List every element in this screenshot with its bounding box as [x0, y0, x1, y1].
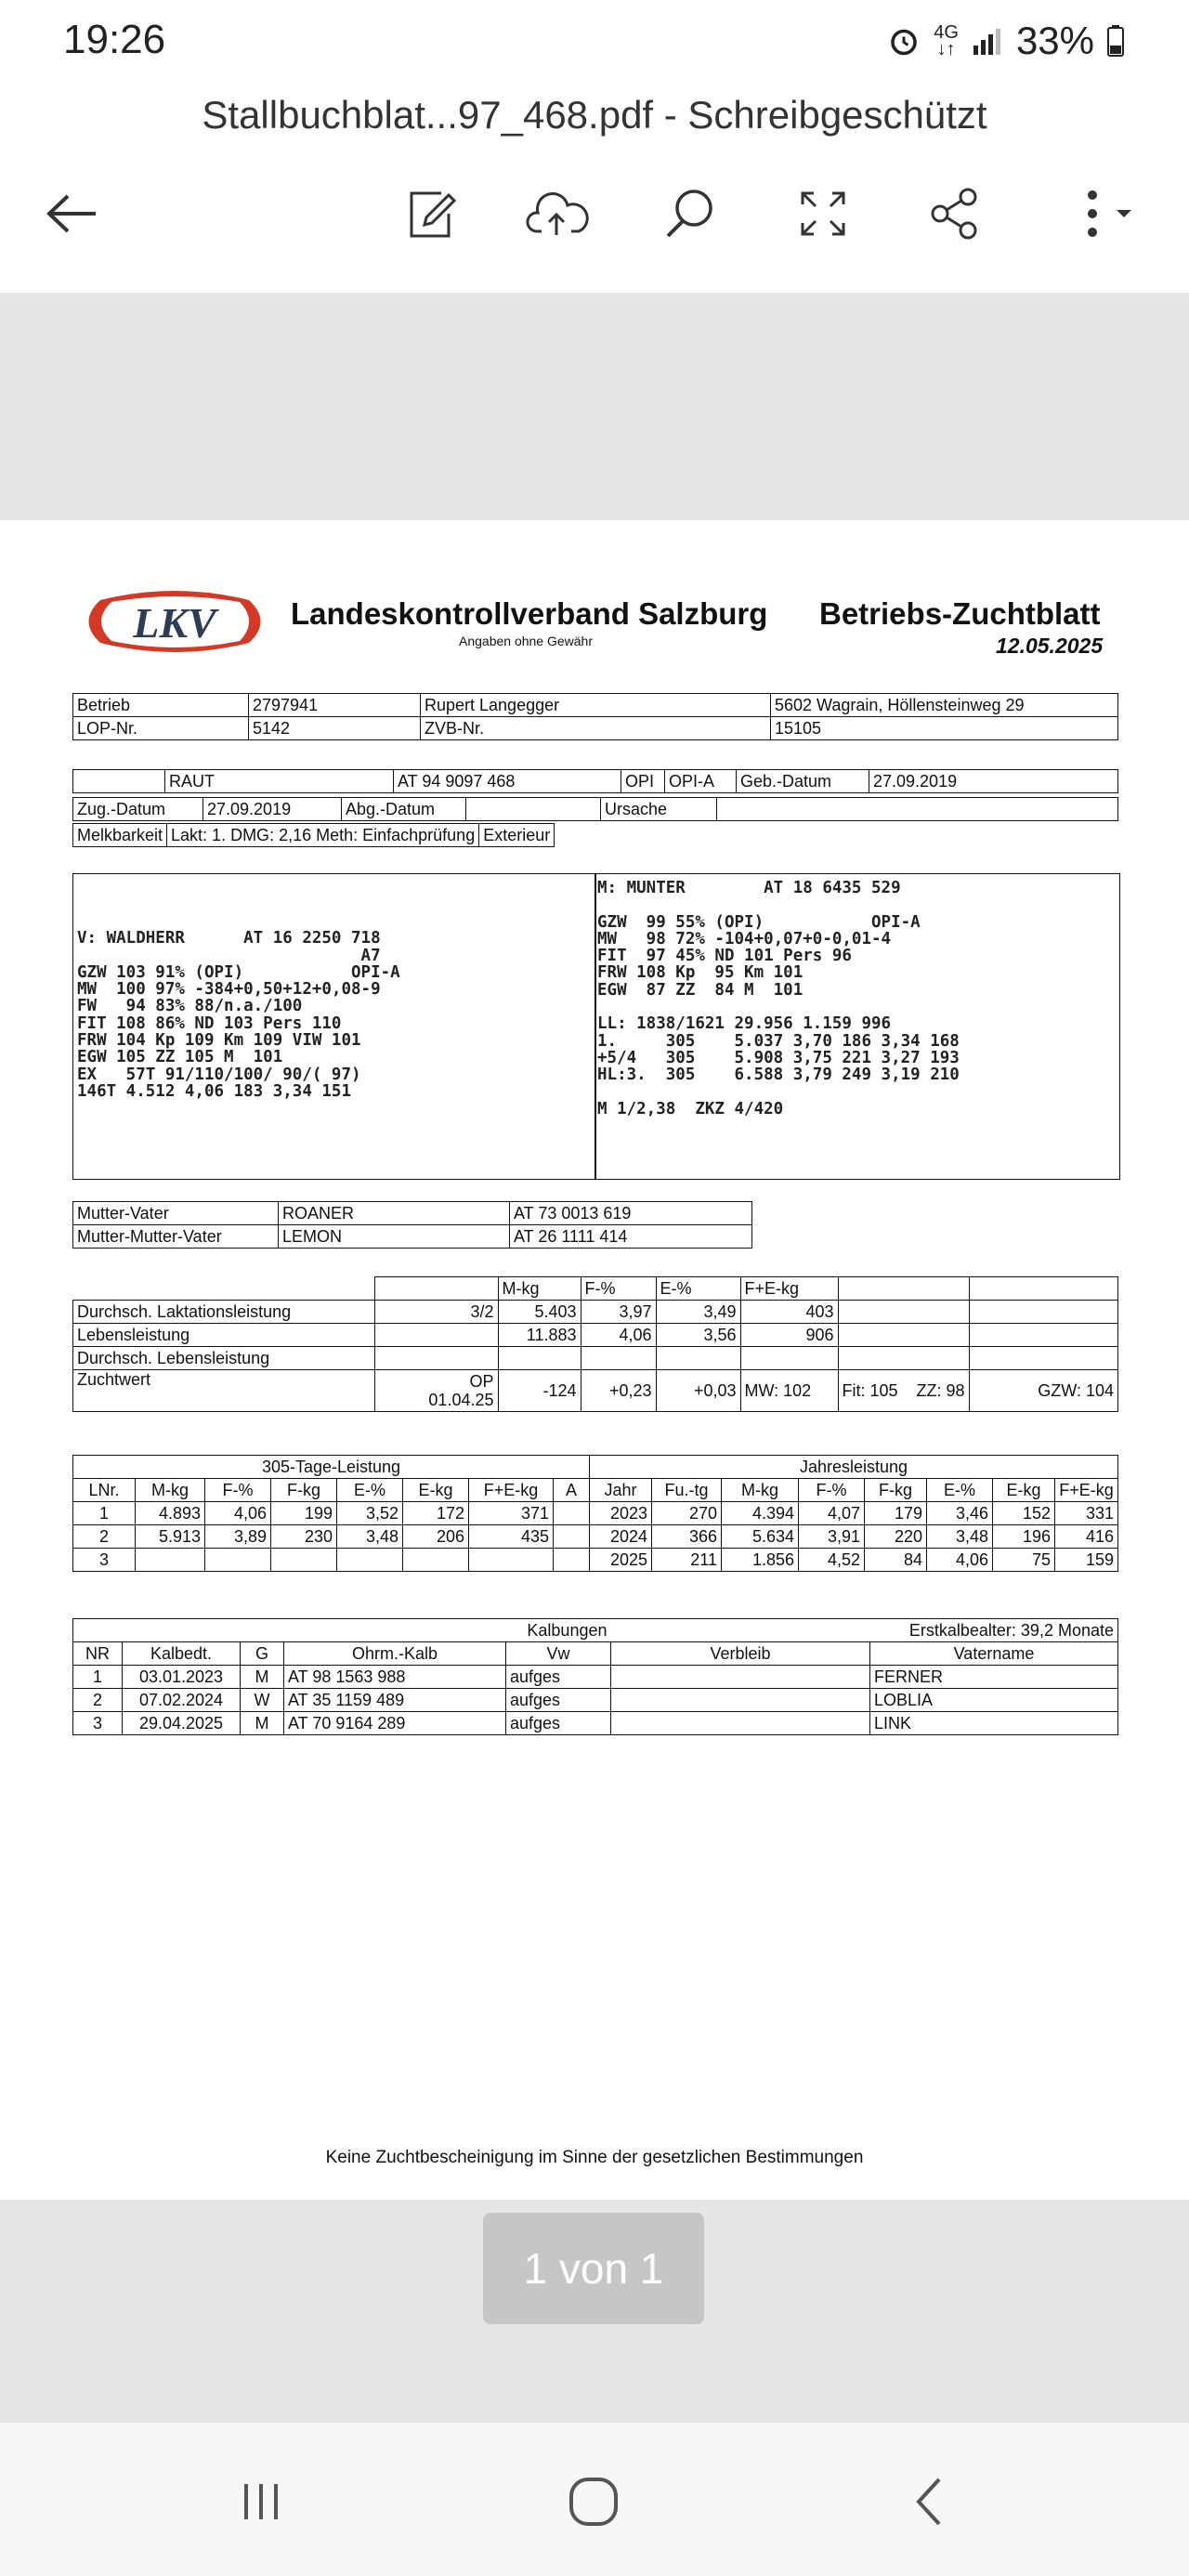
table-row: Mutter-Vater ROANER AT 73 0013 619 [73, 1202, 752, 1225]
table-cell: 366 [652, 1525, 722, 1549]
home-icon[interactable] [552, 2460, 635, 2543]
table-cell: LINK [870, 1712, 1118, 1735]
table-cell [554, 1549, 590, 1572]
table-row [73, 1712, 1118, 1735]
table-cell: 211 [652, 1549, 722, 1572]
table-cell: LOBLIA [870, 1689, 1118, 1712]
table-cell: 29.04.2025 [123, 1712, 241, 1735]
table-cell: 3,48 [927, 1525, 993, 1549]
table-cell [554, 1502, 590, 1525]
table-cell [205, 1549, 271, 1572]
dates-table [72, 797, 1118, 821]
table-cell: 159 [1055, 1549, 1118, 1572]
table-cell: 75 [993, 1549, 1055, 1572]
table-cell: 196 [993, 1525, 1055, 1549]
signal-icon [972, 27, 1003, 55]
column-header: F-% [799, 1479, 865, 1502]
table-cell: M [241, 1712, 284, 1735]
table-cell: 1 [73, 1502, 136, 1525]
column-header: Jahr [590, 1479, 652, 1502]
table-row [73, 1689, 1118, 1712]
table-cell: 4,06 [205, 1502, 271, 1525]
toolbar [0, 177, 1189, 269]
nav-back-icon[interactable] [887, 2460, 971, 2543]
column-header: Verbleib [611, 1642, 870, 1666]
battery-icon [1107, 25, 1124, 57]
status-bar [0, 0, 1189, 84]
table-cell: 206 [403, 1525, 469, 1549]
battery-percent: 33% [1015, 19, 1094, 62]
table-header [73, 1642, 1118, 1666]
table-cell: AT 98 1563 988 [284, 1666, 506, 1689]
table-row: Betrieb 2797941 Rupert Langegger 5602 Wagrain, Höllensteinweg 29 [73, 694, 1118, 717]
table-cell: 4.893 [136, 1502, 205, 1525]
page-indicator: 1 von 1 [483, 2213, 704, 2324]
table-cell: 199 [271, 1502, 337, 1525]
table-cell: 4,06 [927, 1549, 993, 1572]
table-cell: 84 [865, 1549, 927, 1572]
document-title: Stallbuchblat...97_468.pdf - Schreibgeschützt [202, 93, 987, 137]
sire-info: V: WALDHERR AT 16 2250 718 A7 GZW 103 91% (OPI) OPI-A MW 100 97% -384+0,50+12+0,08-9 FW 94 83% 88/n.a./100 FIT 108 86% ND 103 Pers 110 FRW 104 Kp 109 Km 109 VIW 101 EGW 105 ZZ 105 M 101 EX 57T 91/110/100/ 90/( 97) 146T 4.512 4,06 183 3,34 151 [77, 929, 400, 1101]
column-header: M-kg [136, 1479, 205, 1502]
table-cell: 1 [73, 1666, 123, 1689]
disclaimer: Angaben ohne Gewähr [459, 634, 593, 648]
column-header: F-% [205, 1479, 271, 1502]
table-cell: AT 70 9164 289 [284, 1712, 506, 1735]
laktation-table [72, 1455, 1118, 1572]
table-cell: 07.02.2024 [123, 1689, 241, 1712]
alarm-icon [887, 24, 921, 58]
column-header: Ohrm.-Kalb [284, 1642, 506, 1666]
table-cell: 230 [271, 1525, 337, 1549]
viewer-background [0, 293, 1189, 520]
doc-heading: Betriebs-Zuchtblatt [819, 596, 1101, 631]
table-cell: 4.394 [722, 1502, 799, 1525]
viewer-header [0, 84, 1189, 293]
footnote: Keine Zuchtbescheinigung im Sinne der gesetzlichen Bestimmungen [325, 2148, 864, 2167]
table-cell: 371 [469, 1502, 554, 1525]
table-cell: AT 35 1159 489 [284, 1689, 506, 1712]
column-header: Fu.-tg [652, 1479, 722, 1502]
lkv-logo [72, 589, 279, 654]
table-row: M-kg F-% E-% F+E-kg [73, 1277, 1118, 1301]
betrieb-table [72, 693, 1118, 740]
table-cell: 220 [865, 1525, 927, 1549]
table-row: Mutter-Mutter-Vater LEMON AT 26 1111 414 [73, 1225, 752, 1249]
table-row: Melkbarkeit Lakt: 1. DMG: 2,16 Meth: Einfachprüfung Exterieur [73, 824, 555, 847]
table-cell: 03.01.2023 [123, 1666, 241, 1689]
column-header: Vw [506, 1642, 611, 1666]
animal-table [72, 769, 1118, 793]
org-name: Landeskontrollverband Salzburg [291, 596, 768, 631]
cloud-upload-icon[interactable] [520, 177, 594, 251]
table-cell [469, 1549, 554, 1572]
zuchtwert-row: Zuchtwert OP 01.04.25 -124 +0,23 +0,03 MW: 102 Fit: 105 ZZ: 98 GZW: 104 [73, 1370, 1118, 1412]
recents-icon[interactable] [219, 2460, 303, 2543]
table-row: 305-Tage-Leistung Jahresleistung [73, 1456, 1118, 1479]
table-cell [271, 1549, 337, 1572]
table-cell: 435 [469, 1525, 554, 1549]
table-row: RAUT AT 94 9097 468 OPI OPI-A Geb.-Datum 27.09.2019 [73, 770, 1118, 793]
table-cell: 3 [73, 1549, 136, 1572]
column-header: Vatername [870, 1642, 1118, 1666]
doc-date: 12.05.2025 [996, 634, 1104, 658]
ancestor-table [72, 1201, 752, 1249]
fullscreen-icon[interactable] [786, 177, 860, 251]
more-icon[interactable] [1050, 177, 1152, 251]
table-cell: 5.634 [722, 1525, 799, 1549]
table-cell: 5.913 [136, 1525, 205, 1549]
edit-icon[interactable] [395, 177, 469, 251]
column-header: M-kg [722, 1479, 799, 1502]
column-header: F+E-kg [469, 1479, 554, 1502]
column-header: LNr. [73, 1479, 136, 1502]
table-cell: 2025 [590, 1549, 652, 1572]
table-cell [554, 1525, 590, 1549]
table-cell: W [241, 1689, 284, 1712]
table-cell: FERNER [870, 1666, 1118, 1689]
table-cell: aufges [506, 1712, 611, 1735]
table-row: Zug.-Datum 27.09.2019 Abg.-Datum Ursache [73, 798, 1118, 821]
column-header: Kalbedt. [123, 1642, 241, 1666]
kalbungen-table [72, 1618, 1118, 1735]
table-cell: aufges [506, 1666, 611, 1689]
column-header: F-kg [865, 1479, 927, 1502]
table-row: Lebensleistung 11.883 4,06 3,56 906 [73, 1324, 1118, 1347]
table-row [73, 1502, 1118, 1525]
table-cell: 3,91 [799, 1525, 865, 1549]
column-header: G [241, 1642, 284, 1666]
search-icon[interactable] [653, 177, 727, 251]
table-cell [611, 1666, 870, 1689]
network-type: 4G ↓↑ [934, 22, 959, 59]
svg-text:LKV: LKV [133, 599, 216, 647]
table-cell: 416 [1055, 1525, 1118, 1549]
table-cell: 1.856 [722, 1549, 799, 1572]
table-cell [403, 1549, 469, 1572]
table-cell: 3 [73, 1712, 123, 1735]
table-cell: 3,89 [205, 1525, 271, 1549]
table-cell: M [241, 1666, 284, 1689]
dam-info: M: MUNTER AT 18 6435 529 GZW 99 55% (OPI) OPI-A MW 98 72% -104+0,07+0-0,01-4 FIT 97 45% ND 101 Pers 96 FRW 108 Kp 95 Km 101 EGW 87 ZZ 84 M 101 LL: 1838/1621 29.956 1.159 996 1. 305 5.037 3,70 186 3,34 168 +5/4 305 5.908 3,75 221 3,27 193 HL:3. 305 6.588 3,79 249 3,19 210 M 1/2,38 ZKZ 4/420 [597, 879, 960, 1118]
share-icon[interactable] [918, 177, 992, 251]
table-cell: aufges [506, 1689, 611, 1712]
status-icons [887, 19, 1124, 63]
table-row [73, 1549, 1118, 1572]
table-cell: 172 [403, 1502, 469, 1525]
column-header: NR [73, 1642, 123, 1666]
column-header: A [554, 1479, 590, 1502]
column-header: E-% [337, 1479, 403, 1502]
dam-box [594, 873, 1120, 1180]
column-header: F+E-kg [1055, 1479, 1118, 1502]
table-cell: 3,48 [337, 1525, 403, 1549]
table-cell: 2 [73, 1689, 123, 1712]
table-cell [136, 1549, 205, 1572]
table-header [73, 1479, 1118, 1502]
table-cell: 2023 [590, 1502, 652, 1525]
table-cell [611, 1712, 870, 1735]
column-header: E-kg [403, 1479, 469, 1502]
table-cell: 3,52 [337, 1502, 403, 1525]
system-nav-bar [0, 2423, 1189, 2576]
table-row: LOP-Nr. 5142 ZVB-Nr. 15105 [73, 717, 1118, 740]
table-cell: 4,07 [799, 1502, 865, 1525]
table-cell: 2 [73, 1525, 136, 1549]
table-row: Durchsch. Laktationsleistung 3/2 5.403 3,97 3,49 403 [73, 1301, 1118, 1324]
table-cell: 331 [1055, 1502, 1118, 1525]
table-cell: 2024 [590, 1525, 652, 1549]
leistung-table [72, 1276, 1118, 1412]
column-header: E-% [927, 1479, 993, 1502]
table-row: Durchsch. Lebensleistung [73, 1347, 1118, 1370]
column-header: E-kg [993, 1479, 1055, 1502]
table-row: Kalbungen Erstkalbealter: 39,2 Monate [73, 1619, 1118, 1642]
table-row [73, 1525, 1118, 1549]
table-cell: 152 [993, 1502, 1055, 1525]
table-cell: 179 [865, 1502, 927, 1525]
table-cell: 270 [652, 1502, 722, 1525]
sire-box [72, 873, 596, 1180]
table-cell: 4,52 [799, 1549, 865, 1572]
table-cell [337, 1549, 403, 1572]
table-cell [611, 1689, 870, 1712]
column-header: F-kg [271, 1479, 337, 1502]
table-cell: 3,46 [927, 1502, 993, 1525]
pdf-page [0, 520, 1189, 2200]
status-time: 19:26 [63, 17, 166, 62]
back-arrow-icon[interactable] [33, 177, 107, 251]
melkbarkeit-table [72, 823, 555, 847]
table-row [73, 1666, 1118, 1689]
